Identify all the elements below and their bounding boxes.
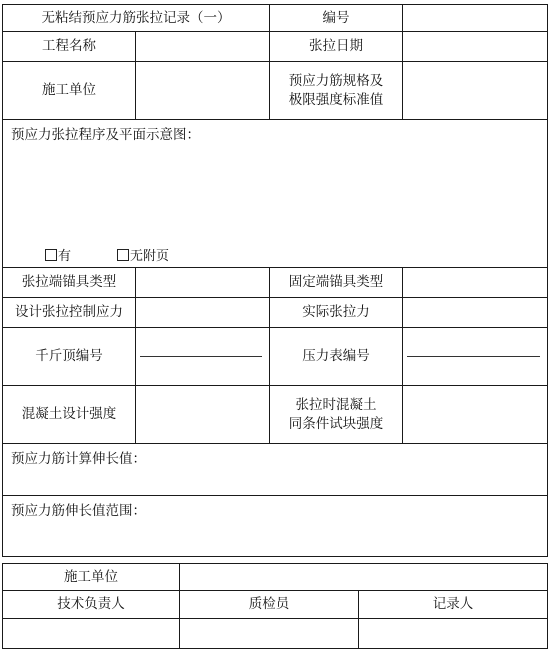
- concrete-strength-label: 混凝土设计强度: [3, 386, 136, 444]
- cube-strength-label-line1: 张拉时混凝土: [295, 396, 377, 413]
- gauge-number-field[interactable]: [403, 328, 548, 386]
- tendon-spec-label-line2: 极限强度标准值: [288, 91, 384, 108]
- cube-strength-field[interactable]: [403, 386, 548, 444]
- cube-strength-label-line2: 同条件试块强度: [288, 415, 384, 432]
- procedure-area[interactable]: [3, 120, 548, 268]
- tendon-spec-label-line1: 预应力筋规格及: [288, 72, 384, 89]
- construction-unit-field[interactable]: [136, 62, 270, 120]
- gauge-number-divider: [407, 356, 539, 357]
- attach-yes-checkbox[interactable]: [45, 249, 57, 261]
- calculated-elongation-field[interactable]: [3, 444, 548, 496]
- jack-number-label: 千斤顶编号: [3, 328, 136, 386]
- design-stress-label: 设计张拉控制应力: [3, 298, 136, 328]
- calculated-elongation-label: 预应力筋计算伸长值：: [11, 451, 146, 467]
- attachment-options: [45, 247, 169, 266]
- recorder-signature-field[interactable]: [359, 619, 548, 649]
- tension-date-field[interactable]: [403, 32, 548, 62]
- procedure-label: 预应力张拉程序及平面示意图：: [11, 127, 200, 143]
- cube-strength-label: [270, 386, 403, 444]
- tension-anchor-field[interactable]: [136, 268, 270, 298]
- project-name-field[interactable]: [136, 32, 270, 62]
- tension-record-form: [2, 4, 548, 557]
- actual-force-label: 实际张拉力: [270, 298, 403, 328]
- jack-number-field[interactable]: [136, 328, 270, 386]
- construction-unit-label: 施工单位: [3, 62, 136, 120]
- design-stress-field[interactable]: [136, 298, 270, 328]
- signature-table: [2, 563, 548, 649]
- signature-unit-field[interactable]: [180, 564, 548, 591]
- tendon-spec-label: [270, 62, 403, 120]
- actual-force-field[interactable]: [403, 298, 548, 328]
- project-name-label: 工程名称: [3, 32, 136, 62]
- attach-yes-label: 有: [58, 249, 72, 264]
- tension-anchor-label: 张拉端锚具类型: [3, 268, 136, 298]
- gauge-number-label: 压力表编号: [270, 328, 403, 386]
- recorder-label: 记录人: [359, 591, 548, 619]
- fixed-anchor-field[interactable]: [403, 268, 548, 298]
- inspector-label: 质检员: [180, 591, 359, 619]
- elongation-range-label: 预应力筋伸长值范围：: [11, 503, 146, 519]
- attach-no-checkbox[interactable]: [117, 249, 129, 261]
- tech-lead-signature-field[interactable]: [3, 619, 180, 649]
- attach-no-label: 无附页: [130, 249, 170, 264]
- number-field[interactable]: [403, 5, 548, 32]
- tension-date-label: 张拉日期: [270, 32, 403, 62]
- fixed-anchor-label: 固定端锚具类型: [270, 268, 403, 298]
- concrete-strength-field[interactable]: [136, 386, 270, 444]
- elongation-range-field[interactable]: [3, 496, 548, 557]
- inspector-signature-field[interactable]: [180, 619, 359, 649]
- number-label: 编号: [270, 5, 403, 32]
- tendon-spec-field[interactable]: [403, 62, 548, 120]
- tech-lead-label: 技术负责人: [3, 591, 180, 619]
- signature-unit-label: 施工单位: [3, 564, 180, 591]
- jack-number-divider: [140, 356, 262, 357]
- form-title: 无粘结预应力筋张拉记录（一）: [3, 5, 270, 32]
